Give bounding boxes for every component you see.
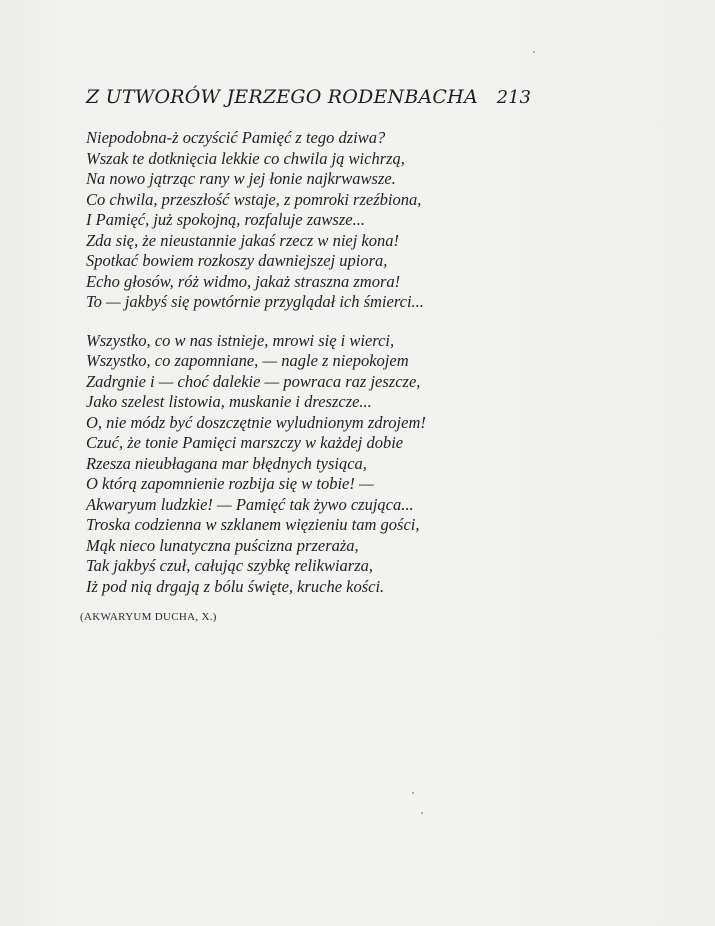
source-citation: (AKWARYUM DUCHA, X.) [80,611,217,623]
verse-line: O którą zapomnienie rozbija się w tobie! — [86,474,374,493]
verse-line: O, nie módz być doszczętnie wyludnionym zdrojem! [86,412,426,432]
verse-line: Wszystko, co w nas istnieje, mrowi się i wierci, [86,330,395,350]
running-head [86,86,531,112]
verse-line: To — jakbyś się powtórnie przyglądał ich śmierci... [86,292,424,311]
verse-line: Iż pod nią drgają z bólu święte, kruche kości. [86,576,385,596]
paper-speck [412,792,414,794]
verse-line: Wszystko, co zapomniane, — nagle z niepokojem [86,351,409,370]
verse-line: Co chwila, przeszłość wstaje, z pomroki rzeźbiona, [86,189,422,209]
running-title: Z UTWORÓW JERZEGO RODENBACHA [86,86,478,108]
stanza-2 [86,331,506,598]
verse-line: Na nowo jątrząc rany w jej łonie najkrwawsze. [86,169,396,188]
verse-line: Wszak te dotknięcia lekkie co chwila ją wichrzą, [86,148,405,168]
verse-line: I Pamięć, już spokojną, rozfaluje zawsze... [86,210,365,229]
poem [86,128,506,597]
verse-line: Zadrgnie i — choć dalekie — powraca raz jeszcze, [86,371,421,391]
verse-line: Spotkać bowiem rozkoszy dawniejszej upiora, [86,251,388,270]
stanza-1 [86,128,506,313]
verse-line: Tak jakbyś czuł, całując szybkę relikwiarza, [86,556,374,575]
paper-speck [533,51,535,53]
page-number: 213 [496,87,531,108]
verse-line: Jako szelest listowia, muskanie i dreszcze... [86,392,372,411]
verse-line: Akwaryum ludzkie! — Pamięć tak żywo czująca... [86,494,414,514]
verse-line: Mąk nieco lunatyczna puścizna przeraża, [86,535,359,555]
verse-line: Niepodobna-ż oczyścić Pamięć z tego dziwa? [86,128,386,147]
verse-line: Troska codzienna w szklanem więzieniu tam gości, [86,515,420,534]
verse-line: Echo głosów, róż widmo, jakaż straszna zmora! [86,271,401,291]
verse-line: Rzesza nieubłagana mar błędnych tysiąca, [86,453,367,473]
verse-line: Czuć, że tonie Pamięci marszczy w każdej dobie [86,433,404,452]
verse-line: Zda się, że nieustannie jakaś rzecz w niej kona! [86,230,400,250]
paper-speck [421,812,423,814]
